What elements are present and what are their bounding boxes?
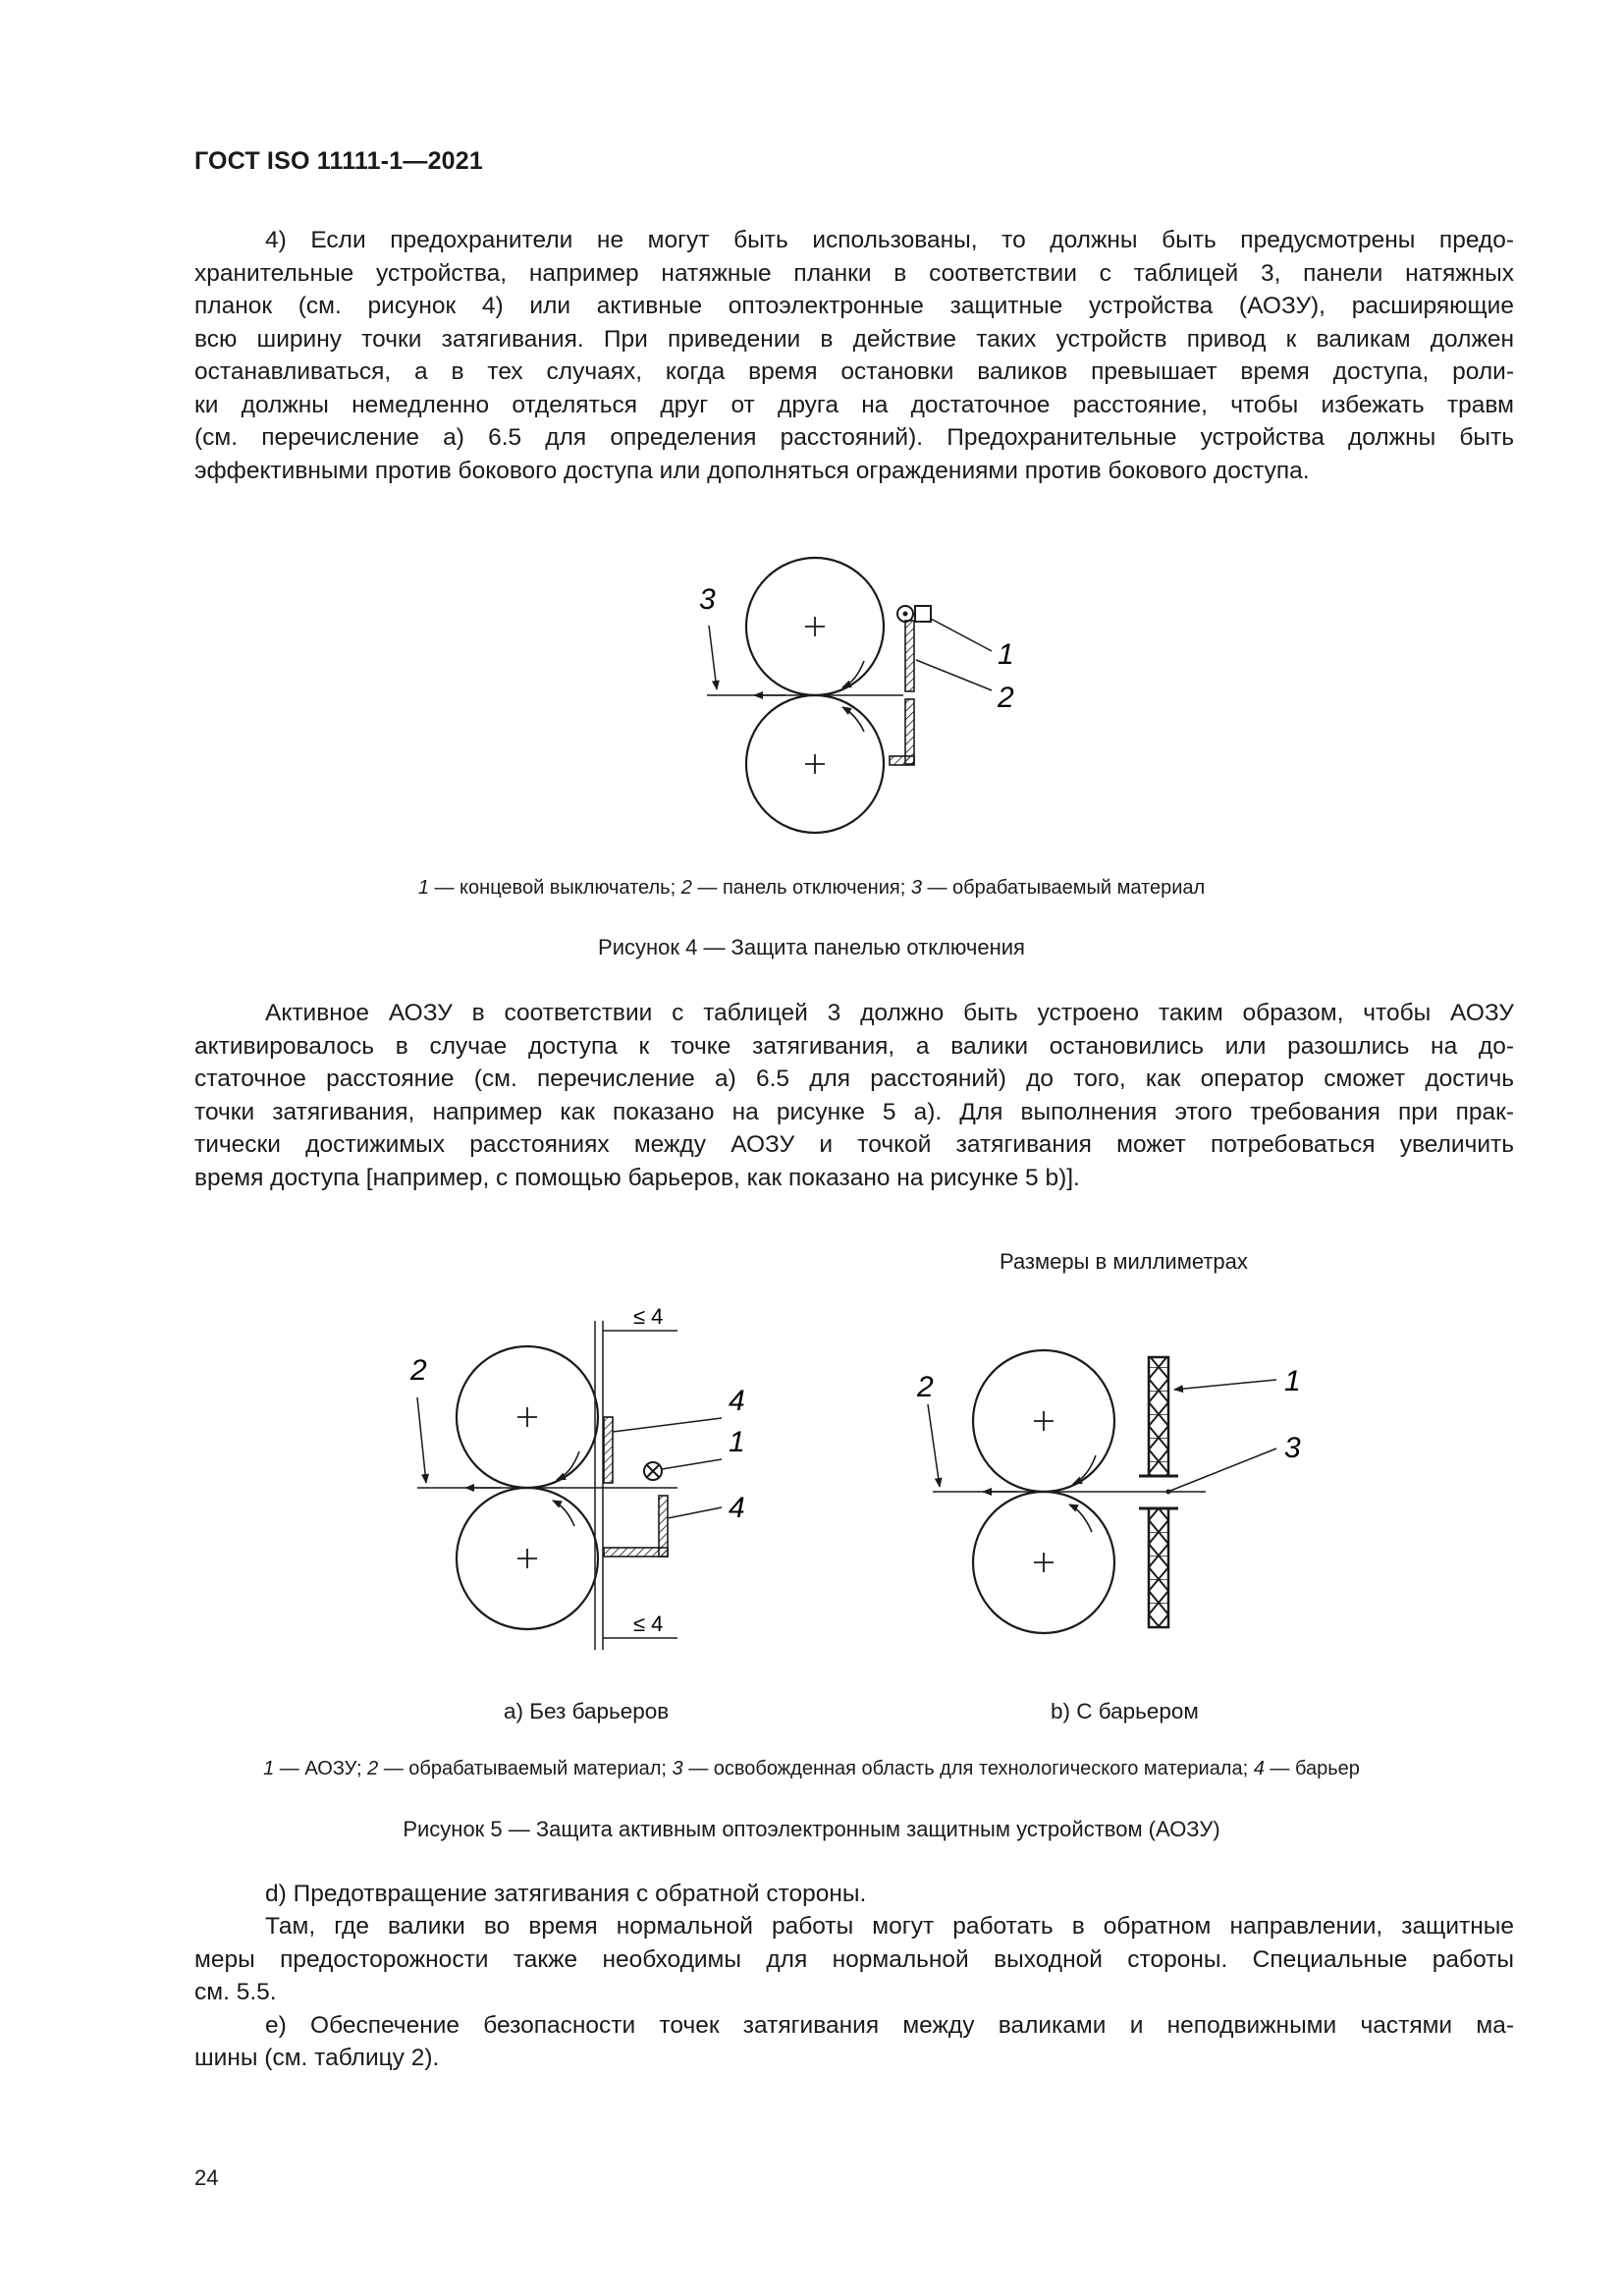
text-line: точки затягивания, например как показано на рисунке 5 а). Для выполнения этого требования при прак-	[194, 1098, 1514, 1125]
text-line: активировалось в случае доступа к точке затягивания, а валики остановились или разошлись на до-	[194, 1032, 1514, 1060]
trip-panel-lower	[905, 699, 914, 764]
label-4: 4	[729, 1492, 745, 1524]
label-2: 2	[410, 1354, 427, 1387]
text-line: тически достижимых расстояниях между АОЗУ и точкой затягивания может потребоваться увеличить	[194, 1131, 1514, 1158]
text-line: (см. перечисление а) 6.5 для определения расстояний). Предохранительные устройства должны быть	[194, 424, 1514, 451]
text-line: планок (см. рисунок 4) или активные оптоэлектронные защитные устройства (АОЗУ), расширяющие	[194, 293, 1514, 319]
figure-5-caption: Рисунок 5 — Защита активным оптоэлектронным защитным устройством (АОЗУ)	[403, 1817, 1220, 1841]
figure-4-caption: Рисунок 4 — Защита панелью отключения	[598, 935, 1025, 959]
label-1: 1	[1284, 1365, 1301, 1397]
label-2: 2	[917, 1371, 934, 1403]
text-line: эффективными против бокового доступа или дополняться ограждениями против бокового доступа.	[194, 457, 1310, 484]
text-line: всю ширину точки затягивания. При приведении в действие таких устройств привод к валикам должен	[194, 325, 1514, 353]
text-line: время доступа [например, с помощью барьеров, как показано на рисунке 5 b)].	[194, 1164, 1080, 1191]
label-3: 3	[1284, 1432, 1301, 1464]
text-line: шины (см. таблицу 2).	[194, 2045, 440, 2071]
document-header: ГОСТ ISO 11111-1—2021	[194, 147, 483, 175]
trip-panel-upper	[905, 621, 914, 691]
barrier-lower-horizontal	[604, 1548, 668, 1557]
text-line: ки должны немедленно отделяться друг от друга на достаточное расстояние, чтобы избежать травм	[194, 391, 1514, 418]
text-line: останавливаться, а в тех случаях, когда время остановки валиков превышает время доступа, роли-	[194, 358, 1514, 385]
text-line: Активное АОЗУ в соответствии с таблицей 3 должно быть устроено таким образом, чтобы АОЗУ	[265, 1000, 1514, 1026]
text-line: см. 5.5.	[194, 1979, 277, 2005]
limit-switch	[915, 606, 931, 622]
label-4: 4	[729, 1385, 745, 1417]
label-2: 2	[998, 682, 1014, 714]
text-line: хранительные устройства, например натяжные планки в соответствии с таблицей 3, панели натяжных	[194, 259, 1514, 287]
figure-5a-without-barriers	[403, 1296, 756, 1660]
barrier-upper	[1149, 1357, 1168, 1476]
figure-5-legend: 1 — АОЗУ; 2 — обрабатываемый материал; 3 — освобожденная область для технологического материала; 4 — барьер	[263, 1758, 1360, 1779]
paragraph-safety-devices	[194, 224, 1514, 487]
units-note: Размеры в миллиметрах	[1000, 1249, 1248, 1274]
paragraph-aopd	[194, 997, 1514, 1194]
barrier-lower	[1149, 1508, 1168, 1627]
figure-5a-subcaption: a) Без барьеров	[504, 1699, 670, 1723]
label-1: 1	[998, 638, 1014, 671]
figure-5b-subcaption: b) С барьером	[1051, 1699, 1199, 1723]
figure-5b-with-barrier	[903, 1316, 1335, 1640]
label-3: 3	[699, 583, 716, 616]
figure-4-trip-panel-diagram	[668, 550, 1060, 845]
dimension-top: ≤ 4	[633, 1304, 664, 1329]
text-line: е) Обеспечение безопасности точек затягивания между валиками и неподвижными частями ма-	[265, 2011, 1514, 2039]
page-number: 24	[194, 2165, 219, 2190]
text-line: меры предосторожности также необходимы для нормальной выходной стороны. Специальные работы	[194, 1945, 1514, 1973]
text-line: 4) Если предохранители не могут быть использованы, то должны быть предусмотрены предо-	[265, 227, 1514, 253]
dimension-bottom: ≤ 4	[633, 1612, 664, 1636]
barrier-upper	[604, 1417, 613, 1483]
text-line: d) Предотвращение затягивания с обратной стороны.	[265, 1881, 867, 1907]
figure-4-legend: 1 — концевой выключатель; 2 — панель отключения; 3 — обрабатываемый материал	[417, 877, 1206, 899]
paragraph-reverse-side	[194, 1910, 1514, 2075]
text-line: Там, где валики во время нормальной работы могут работать в обратном направлении, защитные	[265, 1913, 1514, 1940]
text-line: статочное расстояние (см. перечисление а) 6.5 для расстояний) до того, как оператор сможет достичь	[194, 1066, 1514, 1092]
label-1: 1	[729, 1426, 745, 1458]
